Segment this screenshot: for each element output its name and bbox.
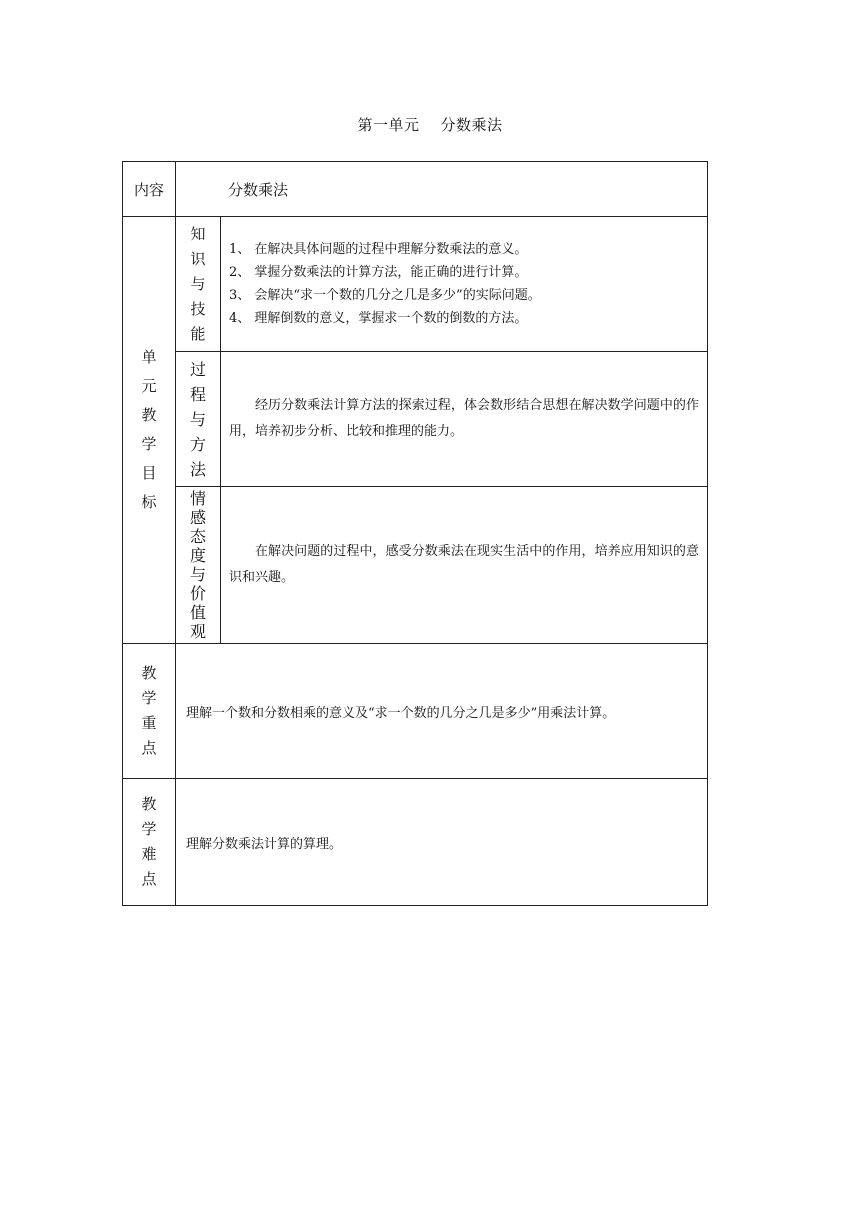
unit-goals-label [123,217,176,644]
key-point-row [123,644,708,779]
list-item: 4、 理解倒数的意义，掌握求一个数的倒数的方法。 [229,311,528,326]
label-char: 程 [189,384,206,404]
key-point-label [123,644,176,779]
label-char: 点 [141,739,157,757]
label-char: 与 [190,274,206,293]
label-char: 标 [141,493,157,511]
page-title: 第一单元 分数乘法 [357,116,503,134]
label-char: 识 [190,249,206,268]
list-item: 2、 掌握分数乘法的计算方法，能正确的进行计算。 [229,265,528,280]
knowledge-skills-list [221,217,708,352]
difficult-point-row [123,779,708,906]
paragraph: 在解决问题的过程中，感受分数乘法在现实生活中的作用，培养应用知识的意识和兴趣。 [229,544,699,585]
label-char: 学 [141,435,157,453]
label-char: 情 [189,489,206,508]
label-char: 单 [141,348,157,366]
label-char: 元 [141,377,157,395]
label-char: 感 [189,508,206,527]
process-row [123,352,708,487]
label-char: 度 [189,546,206,565]
label-char: 法 [189,459,206,479]
label-char: 观 [189,622,206,641]
process-methods-label [176,352,221,487]
label-char: 能 [190,324,206,343]
content-label: 内容 [123,162,176,217]
difficult-point-text: 理解分数乘法计算的算理。 [176,779,708,906]
label-char: 方 [189,434,206,454]
label-char: 与 [189,409,206,429]
difficult-point-label [123,779,176,906]
key-point-text: 理解一个数和分数相乘的意义及“求一个数的几分之几是多少”用乘法计算。 [176,644,708,779]
list-item: 1、 在解决具体问题的过程中理解分数乘法的意义。 [229,242,528,257]
content-row [123,162,708,217]
process-methods-text [221,352,708,487]
label-char: 教 [141,795,157,813]
label-char: 态 [189,527,206,546]
emotion-attitude-label [176,487,221,644]
knowledge-row [123,217,708,352]
label-char: 难 [141,845,157,863]
label-char: 值 [189,603,206,622]
label-char: 知 [190,224,206,243]
emotion-row [123,487,708,644]
label-char: 学 [141,820,157,838]
label-char: 教 [141,406,157,424]
label-char: 学 [141,689,157,707]
label-char: 价 [189,584,206,603]
label-char: 目 [141,464,157,482]
knowledge-skills-label [176,217,221,352]
paragraph: 经历分数乘法计算方法的探索过程，体会数形结合思想在解决数学问题中的作用，培养初步分析、比较和推理的能力。 [229,398,699,439]
emotion-attitude-text [221,487,708,644]
lesson-plan-table [122,161,708,906]
label-char: 点 [141,870,157,888]
label-char: 重 [141,714,157,732]
label-char: 过 [189,359,206,379]
label-char: 教 [141,664,157,682]
list-item: 3、 会解决“求一个数的几分之几是多少”的实际问题。 [229,288,541,303]
label-char: 技 [190,299,206,318]
label-char: 与 [189,565,206,584]
content-value: 分数乘法 [176,162,708,217]
